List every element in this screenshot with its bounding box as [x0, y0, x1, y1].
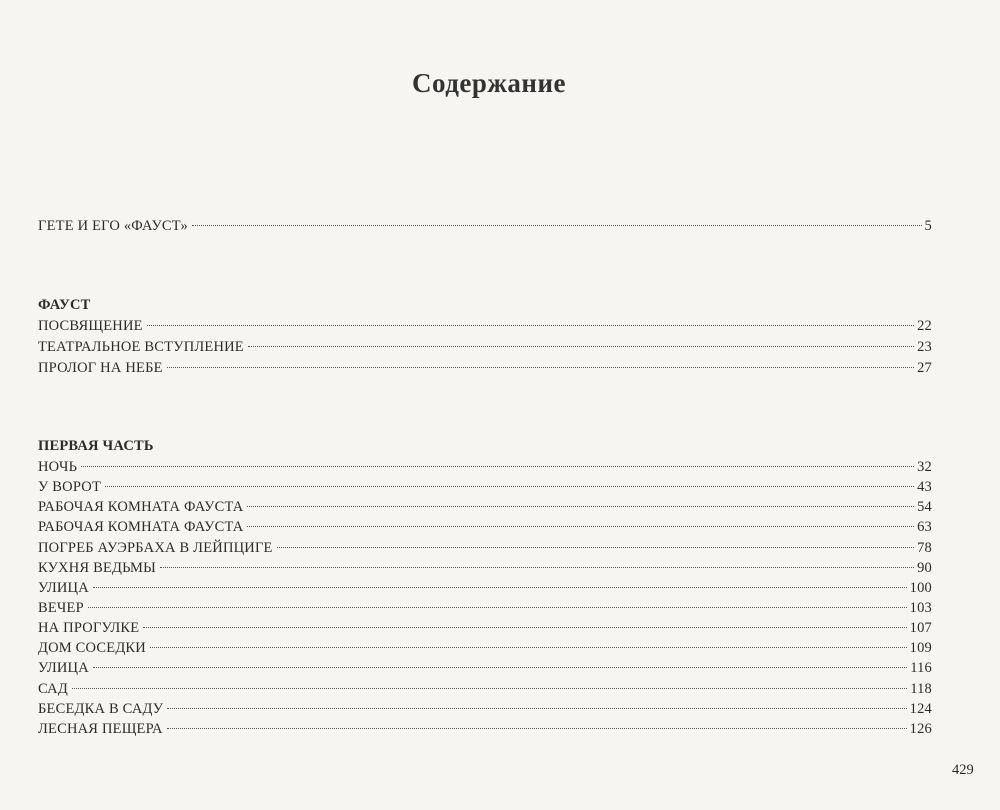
toc-entry-label: РАБОЧАЯ КОМНАТА ФАУСТА — [38, 499, 244, 515]
toc-entry[interactable] — [38, 519, 932, 541]
toc-entry-page: 54 — [917, 499, 932, 515]
toc-entry-page: 100 — [909, 580, 932, 596]
toc-entry-label: ПОСВЯЩЕНИЕ — [38, 318, 143, 334]
toc-entry[interactable] — [38, 479, 932, 501]
toc-entry-page: 90 — [917, 560, 932, 576]
toc-entry[interactable] — [38, 360, 932, 382]
toc-entry-page: 32 — [917, 459, 932, 475]
toc-entry-page: 116 — [910, 660, 932, 676]
toc-entry-intro[interactable] — [38, 218, 932, 240]
toc-entry[interactable] — [38, 600, 932, 622]
toc-entry[interactable] — [38, 318, 932, 340]
dot-leader — [277, 547, 914, 548]
toc-entry-page: 27 — [917, 360, 932, 376]
toc-entry[interactable] — [38, 640, 932, 662]
dot-leader — [143, 627, 906, 628]
toc-entry-label: УЛИЦА — [38, 660, 89, 676]
toc-entry-page: 43 — [917, 479, 932, 495]
dot-leader — [192, 225, 922, 226]
toc-entry-label: ПОГРЕБ АУЭРБАХА В ЛЕЙПЦИГЕ — [38, 540, 273, 556]
dot-leader — [72, 688, 907, 689]
toc-entry-label: ЛЕСНАЯ ПЕЩЕРА — [38, 721, 163, 737]
page-number: 429 — [952, 762, 974, 778]
toc-entry-label: УЛИЦА — [38, 580, 89, 596]
toc-entry-page: 126 — [909, 721, 932, 737]
toc-entry-label: ТЕАТРАЛЬНОЕ ВСТУПЛЕНИЕ — [38, 339, 244, 355]
dot-leader — [247, 506, 914, 507]
dot-leader — [167, 728, 907, 729]
toc-entry-page: 107 — [909, 620, 932, 636]
dot-leader — [150, 647, 907, 648]
toc-entry-label: БЕСЕДКА В САДУ — [38, 701, 164, 717]
toc-entry[interactable] — [38, 560, 932, 582]
toc-entry[interactable] — [38, 681, 932, 703]
toc-entry[interactable] — [38, 459, 932, 481]
section-heading-part-one: ПЕРВАЯ ЧАСТЬ — [38, 438, 154, 454]
toc-entry[interactable] — [38, 499, 932, 521]
toc-entry[interactable] — [38, 580, 932, 602]
dot-leader — [248, 346, 914, 347]
toc-entry-page: 63 — [917, 519, 932, 535]
toc-entry-page: 22 — [917, 318, 932, 334]
dot-leader — [167, 708, 906, 709]
toc-entry[interactable] — [38, 339, 932, 361]
toc-entry-page: 23 — [917, 339, 932, 355]
toc-entry[interactable] — [38, 660, 932, 682]
dot-leader — [167, 367, 914, 368]
toc-entry-label: ДОМ СОСЕДКИ — [38, 640, 146, 656]
toc-entry[interactable] — [38, 620, 932, 642]
dot-leader — [247, 526, 914, 527]
toc-entry-label: САД — [38, 681, 68, 697]
toc-entry-page: 78 — [917, 540, 932, 556]
dot-leader — [147, 325, 914, 326]
toc-entry-page: 124 — [909, 701, 932, 717]
toc-entry-label: ВЕЧЕР — [38, 600, 84, 616]
toc-entry[interactable] — [38, 540, 932, 562]
dot-leader — [93, 587, 907, 588]
dot-leader — [81, 466, 914, 467]
toc-entry-label: ПРОЛОГ НА НЕБЕ — [38, 360, 163, 376]
toc-entry-label: НА ПРОГУЛКЕ — [38, 620, 140, 636]
toc-entry-label: ГЕТЕ И ЕГО «ФАУСТ» — [38, 218, 188, 234]
toc-entry-label: НОЧЬ — [38, 459, 78, 475]
toc-entry-label: КУХНЯ ВЕДЬМЫ — [38, 560, 156, 576]
dot-leader — [160, 567, 914, 568]
toc-entry-page: 109 — [909, 640, 932, 656]
toc-entry[interactable] — [38, 721, 932, 743]
page-title: Содержание — [411, 68, 567, 98]
toc-entry-label: РАБОЧАЯ КОМНАТА ФАУСТА — [38, 519, 244, 535]
section-heading-faust: ФАУСТ — [38, 297, 91, 313]
toc-entry-page: 5 — [924, 218, 932, 234]
dot-leader — [105, 486, 914, 487]
dot-leader — [93, 667, 907, 668]
dot-leader — [88, 607, 907, 608]
toc-entry-label: У ВОРОТ — [38, 479, 102, 495]
toc-entry-page: 103 — [909, 600, 932, 616]
toc-entry[interactable] — [38, 701, 932, 723]
toc-entry-page: 118 — [910, 681, 932, 697]
